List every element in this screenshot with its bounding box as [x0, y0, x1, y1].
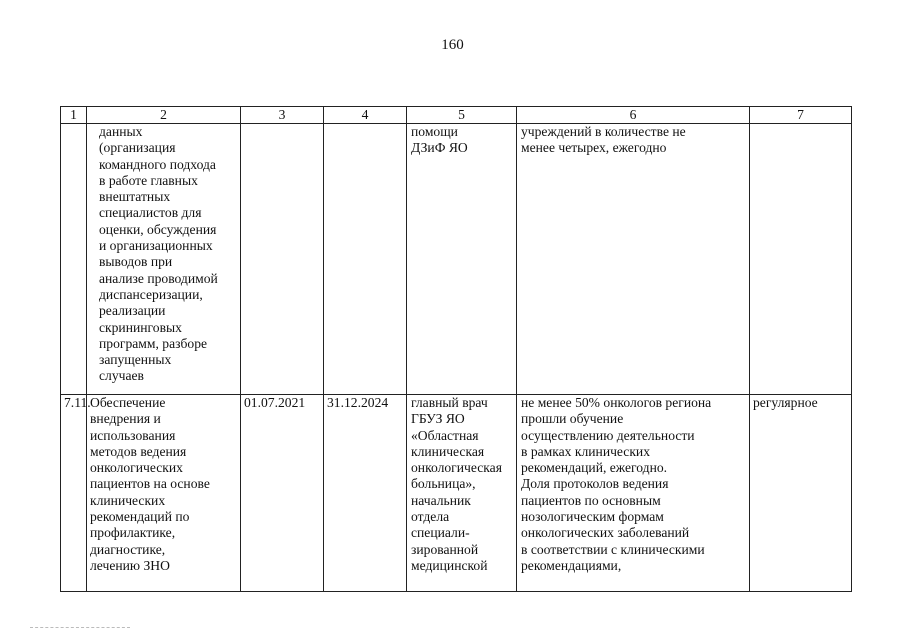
start-date-cell: 01.07.2021 — [241, 395, 324, 592]
row-number-cell — [61, 124, 87, 395]
end-date-cell — [324, 124, 407, 395]
type-cell — [750, 124, 852, 395]
table-row — [61, 124, 852, 395]
result-cell: не менее 50% онкологов региона прошли обучение осуществлению деятельности в рамках клинических рекомендаций, ежегодно. Доля протоколов ведения пациентов по основным нозологическим формам онкологических заболеваний в соответствии с клиническими рекомендациями, — [517, 395, 750, 592]
measure-cell: данных (организация командного подхода в работе главных внештатных специалистов для оценки, обсуждения и организационных выводов при анализе проводимой диспансеризации, реализации скрининговых программ, разборе запущенных случаев — [87, 124, 241, 395]
start-date-cell — [241, 124, 324, 395]
table-row — [61, 395, 852, 592]
responsible-cell: помощи ДЗиФ ЯО — [407, 124, 517, 395]
measure-cell: Обеспечение внедрения и использования методов ведения онкологических пациентов на основе клинических рекомендаций по профилактике, диагностике, лечению ЗНО — [87, 395, 241, 592]
measures-table — [60, 106, 852, 592]
header-cell-7: 7 — [750, 107, 852, 124]
header-cell-6: 6 — [517, 107, 750, 124]
footer-divider — [30, 627, 130, 628]
row-number-cell: 7.11. — [61, 395, 87, 592]
header-cell-1: 1 — [61, 107, 87, 124]
responsible-cell: главный врач ГБУЗ ЯО «Областная клиническая онкологическая больница», начальник отдела специали- зированной медицинской — [407, 395, 517, 592]
page-number: 160 — [441, 37, 464, 53]
header-cell-5: 5 — [407, 107, 517, 124]
result-cell: учреждений в количестве не менее четырех, ежегодно — [517, 124, 750, 395]
type-cell: регулярное — [750, 395, 852, 592]
header-cell-3: 3 — [241, 107, 324, 124]
header-cell-2: 2 — [87, 107, 241, 124]
table-header-row — [61, 107, 852, 124]
end-date-cell: 31.12.2024 — [324, 395, 407, 592]
header-cell-4: 4 — [324, 107, 407, 124]
